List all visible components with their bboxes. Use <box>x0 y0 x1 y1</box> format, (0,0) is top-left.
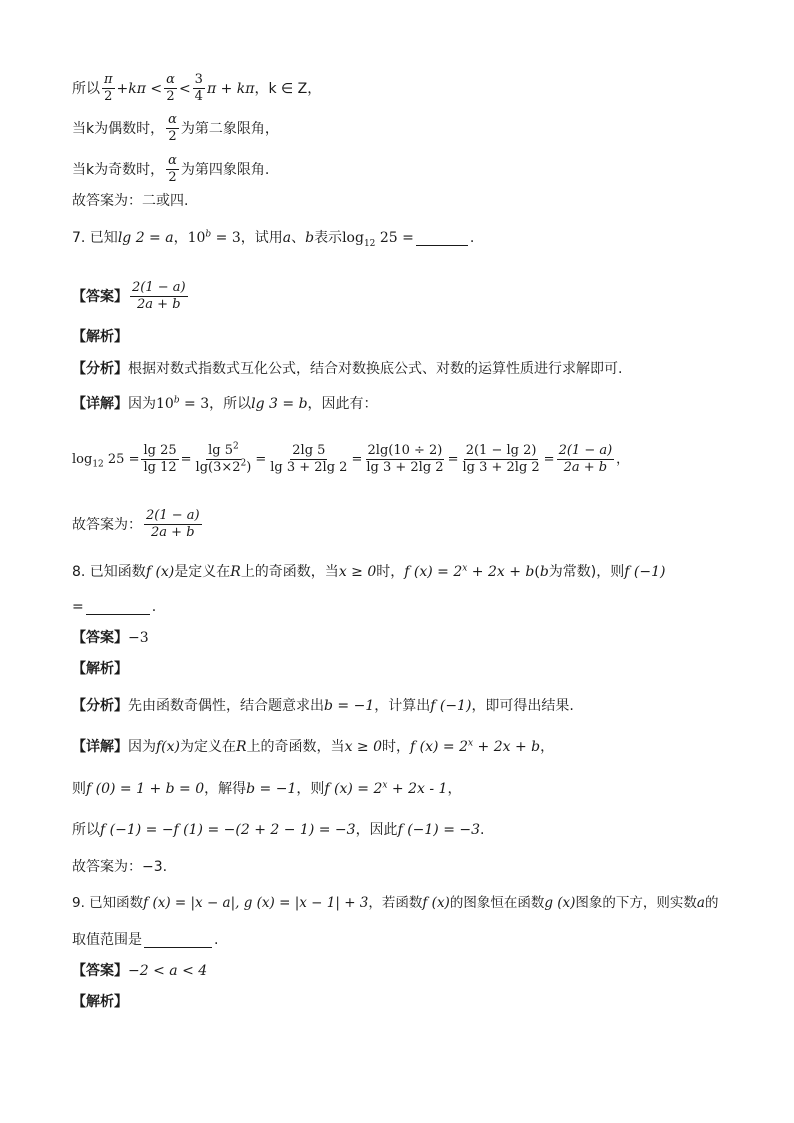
fraction: $\frac{\lg 5^2}{\lg(3\times 2^2)}$ <box>195 441 252 475</box>
text: 所以 <box>72 822 100 838</box>
jiexi-tag-line <box>72 327 128 347</box>
equation-line <box>72 443 629 476</box>
jiexi-tag-line <box>72 992 128 1012</box>
text: 所以 <box>72 80 100 97</box>
text: ，则 <box>296 781 325 797</box>
math: $\log_{12} 25$ = <box>72 451 140 470</box>
math: π + kπ <box>206 80 255 97</box>
math: lg 2 = a <box>117 230 174 246</box>
text: 先由函数奇偶性，结合题意求出 <box>128 698 324 714</box>
text: 为第四象限角. <box>180 161 270 178</box>
math: f (x) <box>145 564 175 580</box>
final-answer-line <box>72 857 167 877</box>
fraction: $\frac{3}{4}$ <box>194 72 203 104</box>
math: g (x) <box>544 895 576 911</box>
detail-line <box>72 394 378 414</box>
text: . <box>151 599 157 615</box>
text: ， <box>540 739 555 755</box>
math: $10^b = 3$ <box>156 395 210 412</box>
answer-blank <box>86 613 150 615</box>
text: 取值范围是 <box>72 932 142 948</box>
text: 时， <box>376 564 405 580</box>
math: f $(x) = 2^x + 2x + b$ <box>404 563 535 580</box>
question-9-answer <box>72 961 207 981</box>
math: x ≥ 0 <box>344 739 382 755</box>
fraction: $\frac{2(1 - \lg 2)}{\lg 3 + 2\lg 2}$ <box>462 443 540 475</box>
final-answer-line <box>72 508 204 541</box>
question-7-answer <box>72 280 190 313</box>
math: x ≥ 0 <box>338 564 377 580</box>
math: $\log_{12} 25$ = <box>342 230 414 249</box>
text: ，k ∈ Z， <box>254 80 322 97</box>
text: 9. 已知函数 <box>72 895 144 911</box>
math: b = −1 <box>324 698 375 714</box>
text: . <box>469 230 475 246</box>
answer-value: −2 < a < 4 <box>128 963 208 979</box>
answer-tag: 【答案】 <box>72 630 128 646</box>
text: = <box>72 599 84 615</box>
math: f (−1) <box>624 564 666 580</box>
text: 为定义在 <box>180 739 237 755</box>
math: a <box>282 230 292 246</box>
fraction: $\frac{\alpha}{2}$ <box>166 72 175 104</box>
text-line <box>72 112 279 145</box>
text: 因为 <box>128 739 156 755</box>
math: f (0) = 1 + b = 0 <box>86 781 205 797</box>
text: 的 <box>704 895 719 911</box>
jiexi-tag-line <box>72 659 128 679</box>
question-7-stem <box>72 228 474 248</box>
text: 是定义在 <box>174 564 231 580</box>
answer-blank <box>416 244 468 246</box>
analysis-tag: 【分析】 <box>72 361 128 377</box>
text: ，因此 <box>355 822 398 838</box>
text: ，计算出 <box>374 698 431 714</box>
answer-blank <box>144 946 212 948</box>
text: 因为 <box>128 396 156 412</box>
math: f (−1) = −3 <box>397 822 481 838</box>
math: f (−1) <box>430 698 472 714</box>
text: 为第二象限角， <box>180 120 279 137</box>
question-9-stem <box>72 893 718 913</box>
text: 时， <box>382 739 410 755</box>
detail-tag: 【详解】 <box>72 739 128 755</box>
math: b = −1 <box>246 781 297 797</box>
detail-line <box>72 820 484 840</box>
detail-line <box>72 737 554 757</box>
answer-value: −3 <box>128 630 149 646</box>
text: ，试用 <box>240 230 283 246</box>
text: . <box>214 932 219 948</box>
answer-tag: 【答案】 <box>72 963 128 979</box>
math: = <box>180 451 192 467</box>
jiexi-tag: 【解析】 <box>72 661 128 677</box>
analysis-line <box>72 696 574 716</box>
math: f (x) <box>422 895 450 911</box>
text: 7. 已知 <box>72 230 118 246</box>
math: ( <box>534 564 540 580</box>
text: 当k为奇数时， <box>72 161 165 178</box>
question-8-answer <box>72 628 149 648</box>
math: = <box>447 451 459 467</box>
math: = <box>543 451 555 467</box>
text: ，所以 <box>209 396 252 412</box>
math: b <box>539 564 549 580</box>
text: ，解得 <box>204 781 247 797</box>
text: ， <box>616 451 630 467</box>
text: 故答案为：二或四. <box>72 193 189 209</box>
text: . <box>480 822 485 838</box>
jiexi-tag: 【解析】 <box>72 329 128 345</box>
analysis-tag: 【分析】 <box>72 698 128 714</box>
text: 的图象恒在函数 <box>449 895 545 911</box>
fraction: $\frac{\alpha}{2}$ <box>168 112 177 144</box>
text: 图象的下方，则实数 <box>575 895 697 911</box>
detail-line <box>72 779 461 799</box>
math: +kπ < <box>116 80 163 97</box>
text: 上的奇函数，当 <box>240 564 339 580</box>
fraction: $\frac{\pi}{2}$ <box>104 72 113 104</box>
text-line <box>72 153 269 186</box>
text: 上的奇函数，当 <box>246 739 345 755</box>
math: f (x) = |x − a|, g (x) = |x − 1| + 3 <box>143 895 369 911</box>
text-line <box>72 191 188 211</box>
math: f $(x) = 2^x + 2x - 1$ <box>324 780 448 797</box>
text: ， <box>173 230 188 246</box>
text: ，若函数 <box>368 895 423 911</box>
text: 故答案为：−3. <box>72 859 168 875</box>
text: 表示 <box>314 230 343 246</box>
fraction: $\frac{2(1 - a)}{2a + b}$ <box>132 280 186 312</box>
answer-tag: 【答案】 <box>72 288 128 305</box>
fraction: $\frac{2\lg(10 \div 2)}{\lg 3 + 2\lg 2}$ <box>366 443 444 475</box>
jiexi-tag: 【解析】 <box>72 994 128 1010</box>
math: lg 3 = b <box>251 396 308 412</box>
math: f (−1) = −f (1) = −(2 + 2 − 1) = −3 <box>100 822 356 838</box>
math: f(x) <box>156 739 181 755</box>
math: f $(x) = 2^x + 2x + b$ <box>410 738 541 755</box>
text: 、 <box>291 230 306 246</box>
text: 8. 已知函数 <box>72 564 146 580</box>
text: ，因此有： <box>307 396 378 412</box>
math: R <box>230 564 241 580</box>
analysis-line <box>72 359 622 379</box>
math: < <box>178 80 191 97</box>
question-8-line2 <box>72 597 156 617</box>
detail-tag: 【详解】 <box>72 396 128 412</box>
math: R <box>236 739 247 755</box>
text: 根据对数式指数式互化公式，结合对数换底公式、对数的运算性质进行求解即可. <box>128 361 623 377</box>
text-line <box>72 72 321 105</box>
math: = <box>351 451 363 467</box>
math: a <box>696 895 705 911</box>
text: 为常数)，则 <box>548 564 625 580</box>
text: ， <box>447 781 462 797</box>
question-9-line2 <box>72 930 218 950</box>
math: = <box>255 451 267 467</box>
text: 当k为偶数时， <box>72 120 165 137</box>
math: $10^b = 3$ <box>187 229 241 246</box>
text: 则 <box>72 781 86 797</box>
fraction: $\frac{2(1 - a)}{2a + b}$ <box>146 508 200 540</box>
fraction: $\frac{2\lg 5}{\lg 3 + 2\lg 2}$ <box>270 443 348 475</box>
fraction: $\frac{2(1 - a)}{2a + b}$ <box>558 443 613 475</box>
fraction: $\frac{\lg 25}{\lg 12}$ <box>143 443 177 475</box>
text: 故答案为： <box>72 516 142 533</box>
fraction: $\frac{\alpha}{2}$ <box>168 153 177 185</box>
math: b <box>305 230 315 246</box>
question-8-stem <box>72 562 665 582</box>
text: ，即可得出结果. <box>471 698 574 714</box>
